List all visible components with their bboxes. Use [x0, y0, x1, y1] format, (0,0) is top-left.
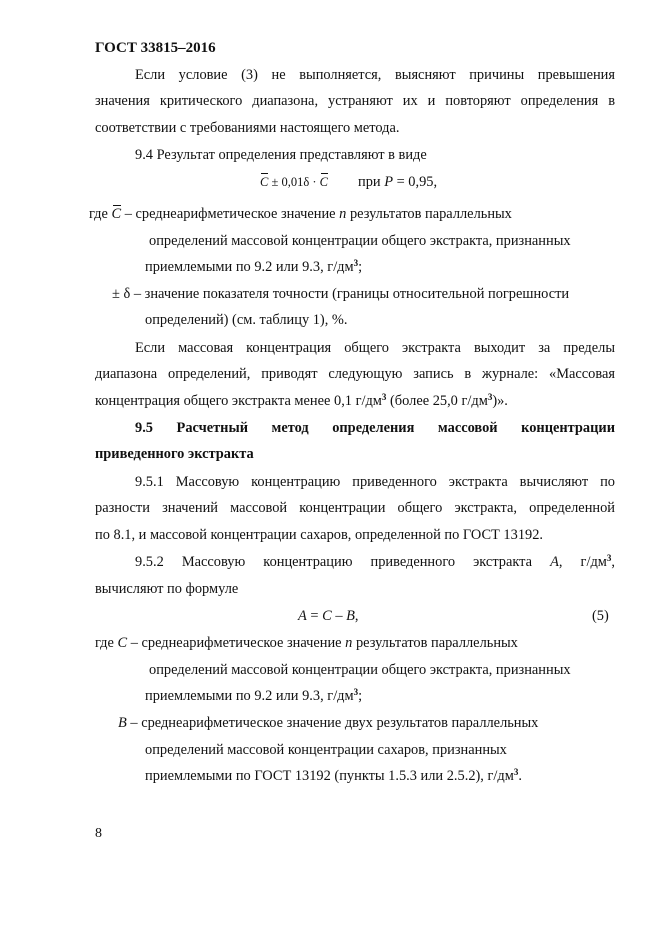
formula-var-c: C: [320, 172, 328, 192]
paragraph-line: Если условие (3) не выполняется, выясняют причины превышения: [135, 67, 615, 83]
definition-line: приемлемыми по 9.2 или 9.3, $г/дм^3$;: [145, 687, 363, 704]
clause-9-5-2: 9.5.2 Массовую концентрацию приведенного экстракта A, $г/дм^3$,: [135, 553, 615, 570]
definition-b: B – среднеарифметическое значение двух результатов параллельных: [118, 715, 539, 731]
definition-line: приемлемыми по ГОСТ 13192 (пункты 1.5.3 или 2.5.2), $г/дм^3$.: [145, 767, 522, 784]
paragraph-line: вычисляют по формуле: [95, 581, 239, 597]
formula-text: ± 0,01δ ·: [268, 175, 320, 189]
definition-line: определений массовой концентрации общего экстракта, признанных: [149, 662, 571, 678]
clause-9-4: 9.4 Результат определения представляют в виде: [135, 147, 427, 163]
result-condition: при P = 0,95,: [358, 174, 438, 190]
document-header: ГОСТ 33815–2016: [95, 40, 216, 56]
equation-number: (5): [592, 608, 609, 624]
definition-delta: ± δ – значение показателя точности (границы относительной погрешности: [112, 286, 570, 302]
definition-line: определений массовой концентрации общего экстракта, признанных: [149, 233, 571, 249]
definition-c: где C – среднеарифметическое значение n результатов параллельных: [89, 206, 512, 222]
definition-line: определений массовой концентрации сахаров, признанных: [145, 742, 507, 758]
paragraph-line: диапазона определений, приводят следующую запись в журнале: «Массовая: [95, 366, 615, 382]
paragraph-line: концентрация общего экстракта менее 0,1 $г/дм^3$ (более 25,0 $г/дм^3$)».: [95, 392, 508, 409]
paragraph-line: Если массовая концентрация общего экстракта выходит за пределы: [135, 340, 615, 356]
definition-line: приемлемыми по 9.2 или 9.3, $г/дм^3$;: [145, 258, 363, 275]
paragraph-line: разности значений массовой концентрации общего экстракта, определенной: [95, 500, 615, 516]
definition-c: где C – среднеарифметическое значение n результатов параллельных: [95, 635, 518, 651]
clause-9-5-1: 9.5.1 Массовую концентрацию приведенного экстракта вычисляют по: [135, 474, 615, 490]
paragraph-line: по 8.1, и массовой концентрации сахаров, определенной по ГОСТ 13192.: [95, 527, 543, 543]
section-9-5-heading: 9.5 Расчетный метод определения массовой концентрации: [135, 420, 615, 436]
paragraph-line: значения критического диапазона, устраняют их и повторяют определения в: [95, 93, 615, 109]
paragraph-line: соответствии с требованиями настоящего метода.: [95, 120, 400, 136]
formula-5: A = C – B,: [298, 608, 359, 624]
result-formula: [260, 172, 328, 192]
formula-var-c: C: [260, 172, 268, 192]
section-9-5-heading-cont: приведенного экстракта: [95, 446, 254, 462]
page-number: 8: [95, 826, 102, 841]
definition-line: определений) (см. таблицу 1), %.: [145, 312, 348, 328]
